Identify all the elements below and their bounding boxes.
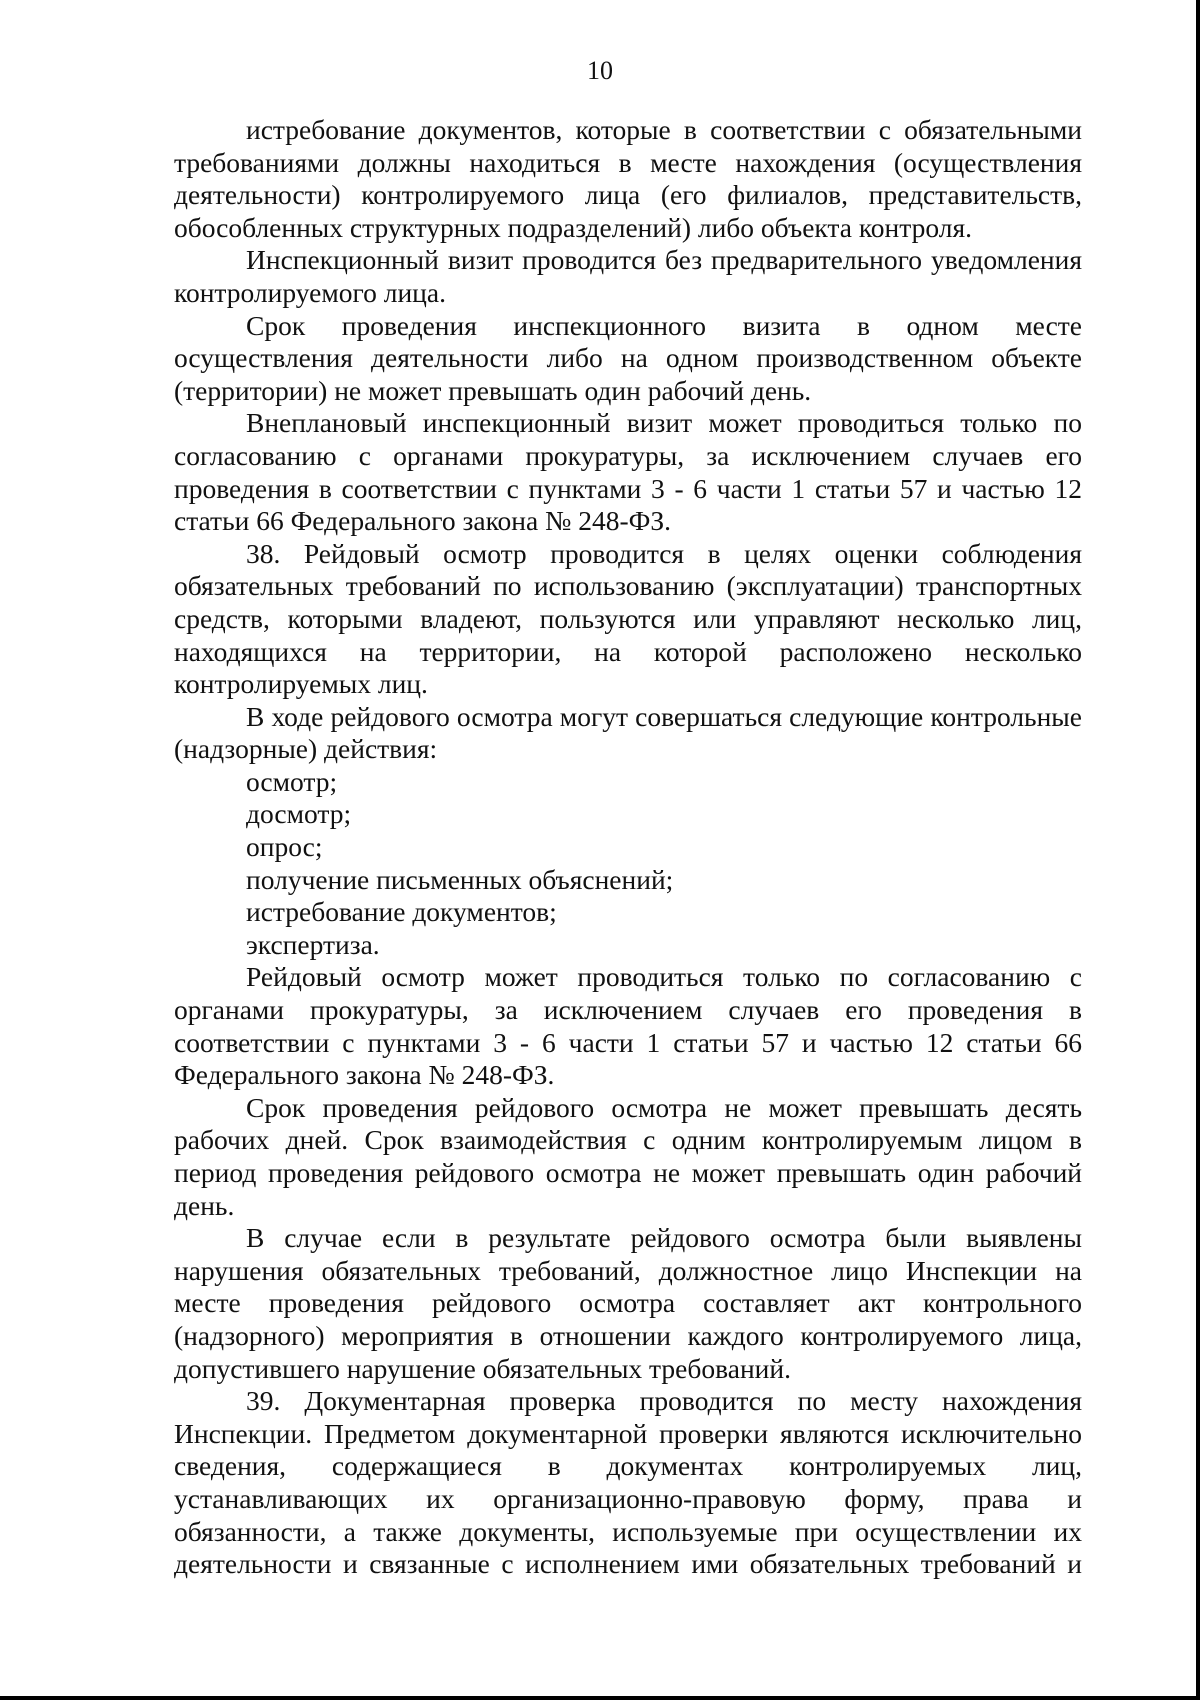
list-item: истребование документов; — [246, 896, 557, 928]
paragraph-inspection-duration: Срок проведения инспекционного визита в одном месте осуществления деятельности либо на одном производственном объекте (территории) не может превышать один рабочий день. — [174, 309, 1082, 406]
paragraph-39-documentary-check: 39. Документарная проверка проводится по месту нахождения Инспекции. Предметом документарной проверки являются исключительно сведения, содержащиеся в документах контролируемых лиц, устанавливающих их организационно-правовую форму, права и обязанности, а также документы, используемые при осуществлении их деятельности и связанные с исполнением ими обязательных требований и — [174, 1385, 1082, 1580]
scan-edge-bottom — [0, 1696, 1200, 1700]
paragraph-raid-approval: Рейдовый осмотр может проводиться только по согласованию с органами прокуратуры, за исключением случаев его проведения в соответствии с пунктами 3 - 6 части 1 статьи 57 и частью 12 статьи 66 Федерального закона № 248-ФЗ. — [174, 961, 1082, 1091]
scan-edge-right — [1196, 0, 1200, 1700]
paragraph-unscheduled-inspection: Внеплановый инспекционный визит может проводиться только по согласованию с органами прокуратуры, за исключением случаев его проведения в соответствии с пунктами 3 - 6 части 1 статьи 57 и частью 12 статьи 66 Федерального закона № 248-ФЗ. — [174, 407, 1082, 537]
list-item: получение письменных объяснений; — [246, 863, 674, 895]
list-item: экспертиза. — [246, 928, 380, 960]
list-item: осмотр; — [246, 765, 338, 797]
paragraph-38-raid-inspection: 38. Рейдовый осмотр проводится в целях оценки соблюдения обязательных требований по использованию (эксплуатации) транспортных средств, которыми владеют, пользуются или управляют несколько лиц, находящихся на территории, на которой расположено несколько контролируемых лиц. — [174, 537, 1082, 700]
document-body — [174, 114, 1082, 1581]
list-item: досмотр; — [246, 798, 352, 830]
list-item: опрос; — [246, 831, 323, 863]
paragraph-continuation: истребование документов, которые в соответствии с обязательными требованиями должны находиться в месте нахождения (осуществления деятельности) контролируемого лица (его филиалов, представительств, обособленных структурных подразделений) либо объекта контроля. — [174, 114, 1082, 243]
paragraph-raid-violations: В случае если в результате рейдового осмотра были выявлены нарушения обязательных требований, должностное лицо Инспекции на месте проведения рейдового осмотра составляет акт контрольного (надзорного) мероприятия в отношении каждого контролируемого лица, допустившего нарушение обязательных требований. — [174, 1222, 1082, 1384]
paragraph-raid-duration: Срок проведения рейдового осмотра не может превышать десять рабочих дней. Срок взаимодействия с одним контролируемым лицом в период проведения рейдового осмотра не может превышать один рабочий день. — [174, 1091, 1082, 1221]
paragraph-inspection-notice: Инспекционный визит проводится без предварительного уведомления контролируемого лица. — [174, 244, 1082, 308]
paragraph-raid-actions-intro: В ходе рейдового осмотра могут совершаться следующие контрольные (надзорные) действия: — [174, 700, 1082, 765]
page-number: 10 — [587, 56, 613, 85]
